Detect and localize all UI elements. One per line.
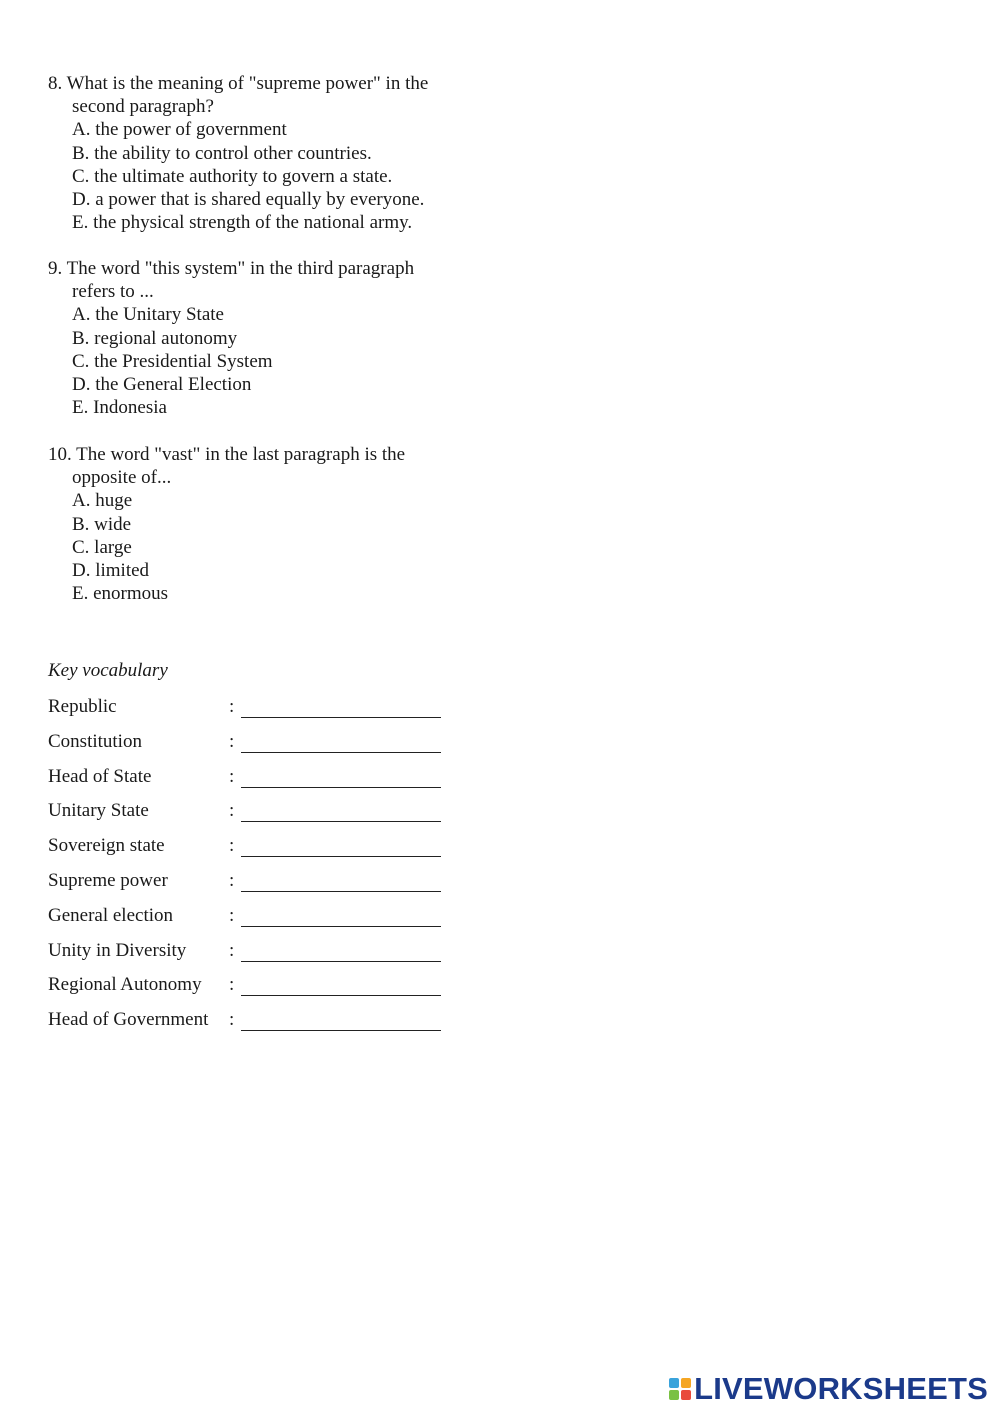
vocabulary-row bbox=[48, 695, 468, 730]
liveworksheets-logo-icon bbox=[669, 1378, 691, 1400]
vocabulary-term: Constitution bbox=[48, 730, 142, 752]
answer-option-a[interactable]: A. the power of government bbox=[72, 119, 287, 141]
logo-square-icon bbox=[669, 1390, 679, 1400]
question-stem: 9. The word "this system" in the third paragraph bbox=[48, 258, 415, 279]
question-stem: 8. What is the meaning of "supreme power" in the bbox=[48, 73, 429, 94]
vocabulary-term: Unitary State bbox=[48, 800, 149, 822]
vocabulary-answer-input[interactable] bbox=[241, 731, 441, 753]
vocabulary-term: General election bbox=[48, 904, 174, 926]
answer-option-a[interactable]: A. huge bbox=[72, 490, 133, 512]
question-8 bbox=[48, 72, 488, 234]
vocabulary-colon: : bbox=[229, 1009, 235, 1031]
answer-option-b[interactable]: B. regional autonomy bbox=[72, 327, 238, 349]
vocabulary-colon: : bbox=[229, 869, 235, 891]
vocabulary-row bbox=[48, 799, 468, 834]
question-10 bbox=[48, 443, 488, 605]
vocabulary-row bbox=[48, 834, 468, 869]
answer-option-e[interactable]: E. the physical strength of the national army. bbox=[72, 212, 413, 234]
answer-option-b[interactable]: B. the ability to control other countries. bbox=[72, 142, 372, 164]
vocabulary-term: Sovereign state bbox=[48, 835, 165, 857]
logo-square-icon bbox=[669, 1378, 679, 1388]
logo-square-icon bbox=[681, 1390, 691, 1400]
vocabulary-term: Head of State bbox=[48, 765, 152, 787]
vocabulary-answer-input[interactable] bbox=[241, 1009, 441, 1031]
vocabulary-row bbox=[48, 1008, 468, 1043]
answer-option-d[interactable]: D. limited bbox=[72, 560, 150, 582]
vocabulary-colon: : bbox=[229, 765, 235, 787]
vocabulary-answer-input[interactable] bbox=[241, 870, 441, 892]
answer-option-d[interactable]: D. a power that is shared equally by everyone. bbox=[72, 189, 425, 211]
vocabulary-term: Regional Autonomy bbox=[48, 974, 202, 996]
question-stem-continued: refers to ... bbox=[72, 281, 154, 303]
answer-option-b[interactable]: B. wide bbox=[72, 513, 132, 535]
vocabulary-colon: : bbox=[229, 730, 235, 752]
vocabulary-answer-input[interactable] bbox=[241, 800, 441, 822]
answer-option-a[interactable]: A. the Unitary State bbox=[72, 304, 224, 326]
vocabulary-colon: : bbox=[229, 939, 235, 961]
question-stem-continued: second paragraph? bbox=[72, 96, 214, 118]
vocabulary-row bbox=[48, 730, 468, 765]
vocabulary-row bbox=[48, 765, 468, 800]
vocabulary-row bbox=[48, 973, 468, 1008]
vocabulary-colon: : bbox=[229, 835, 235, 857]
vocabulary-term: Supreme power bbox=[48, 869, 168, 891]
liveworksheets-logo bbox=[669, 1371, 988, 1407]
vocabulary-heading: Key vocabulary bbox=[48, 660, 168, 681]
vocabulary-colon: : bbox=[229, 800, 235, 822]
answer-option-c[interactable]: C. large bbox=[72, 536, 132, 558]
vocabulary-answer-input[interactable] bbox=[241, 940, 441, 962]
question-9 bbox=[48, 257, 488, 419]
answer-option-d[interactable]: D. the General Election bbox=[72, 374, 252, 396]
vocabulary-answer-input[interactable] bbox=[241, 766, 441, 788]
answer-option-e[interactable]: E. Indonesia bbox=[72, 397, 167, 419]
vocabulary-answer-input[interactable] bbox=[241, 905, 441, 927]
vocabulary-answer-input[interactable] bbox=[241, 696, 441, 718]
vocabulary-answer-input[interactable] bbox=[241, 974, 441, 996]
vocabulary-colon: : bbox=[229, 974, 235, 996]
vocabulary-row bbox=[48, 904, 468, 939]
vocabulary-answer-input[interactable] bbox=[241, 835, 441, 857]
vocabulary-row bbox=[48, 939, 468, 974]
logo-square-icon bbox=[681, 1378, 691, 1388]
vocabulary-term: Republic bbox=[48, 696, 117, 717]
vocabulary-list bbox=[48, 695, 468, 1043]
vocabulary-colon: : bbox=[229, 904, 235, 926]
question-stem: 10. The word "vast" in the last paragraph is the bbox=[48, 444, 406, 465]
vocabulary-term: Head of Government bbox=[48, 1009, 209, 1031]
logo-wordmark: LIVEWORKSHEETS bbox=[694, 1371, 988, 1406]
vocabulary-row bbox=[48, 869, 468, 904]
answer-option-c[interactable]: C. the Presidential System bbox=[72, 350, 273, 372]
vocabulary-term: Unity in Diversity bbox=[48, 939, 187, 961]
vocabulary-colon: : bbox=[229, 696, 235, 717]
answer-option-c[interactable]: C. the ultimate authority to govern a state. bbox=[72, 165, 393, 187]
question-stem-continued: opposite of... bbox=[72, 467, 172, 489]
answer-option-e[interactable]: E. enormous bbox=[72, 583, 169, 605]
